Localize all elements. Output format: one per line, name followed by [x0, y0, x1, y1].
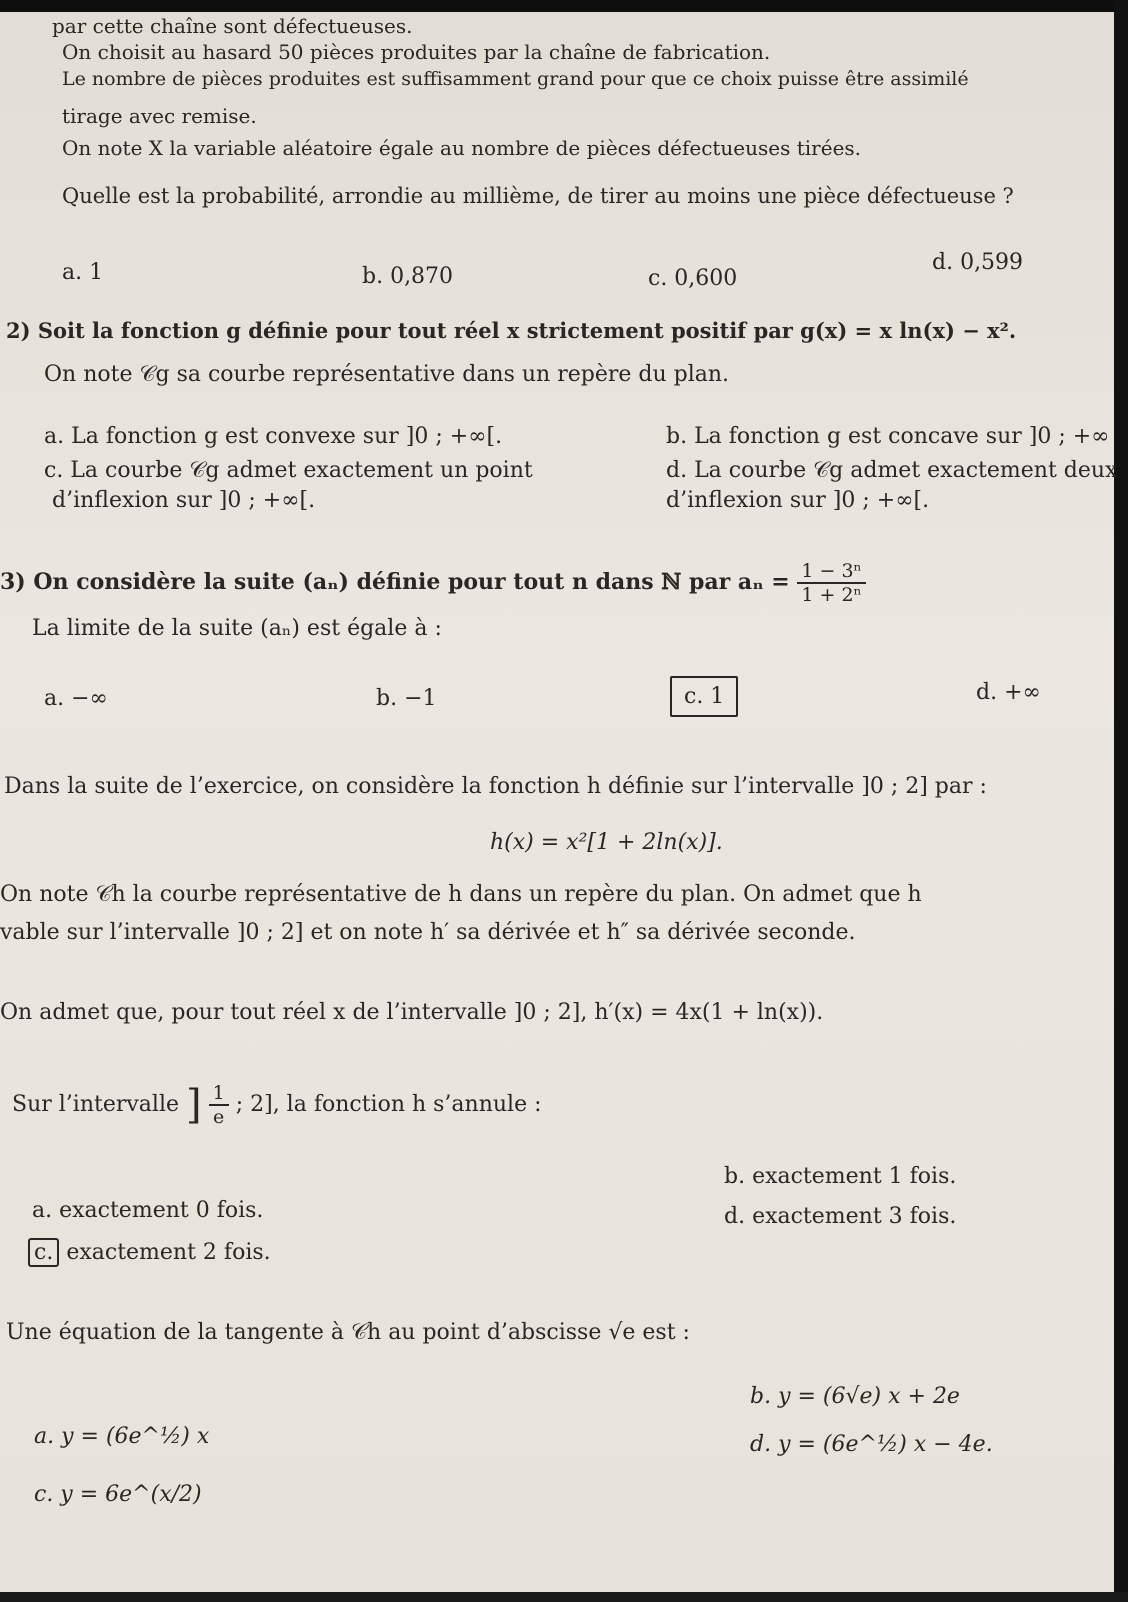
part-line-2: On note 𝒞h la courbe représentative de h dans un repère du plan. On admet que h	[0, 882, 922, 907]
tangent-option-b[interactable]: b. y = (6√e) x + 2e	[750, 1384, 960, 1409]
q2-statement: 2) Soit la fonction g définie pour tout réel x strictement positif par g(x) = x ln(x) − x².	[6, 318, 1017, 343]
q3-statement-text: 3) On considère la suite (aₙ) définie pour tout n dans ℕ par aₙ =	[0, 569, 790, 595]
q2-option-b[interactable]: b. La fonction g est concave sur ]0 ; +∞	[666, 424, 1110, 449]
q2-option-d-line1[interactable]: d. La courbe 𝒞g admet exactement deux	[666, 458, 1118, 483]
q1-option-a[interactable]: a. 1	[62, 260, 104, 285]
q3-option-a[interactable]: a. −∞	[44, 686, 108, 711]
q3-fraction-numerator: 1 − 3ⁿ	[797, 560, 865, 584]
q3-option-b[interactable]: b. −1	[376, 686, 437, 711]
q3-option-c-selected[interactable]: c. 1	[670, 676, 738, 717]
q1-option-c[interactable]: c. 0,600	[648, 266, 738, 291]
q2-option-c-line2: d’inflexion sur ]0 ; +∞[.	[52, 488, 316, 513]
tangent-option-a[interactable]: a. y = (6e^½) x	[34, 1424, 210, 1449]
h-option-a[interactable]: a. exactement 0 fois.	[32, 1198, 264, 1223]
intro-line-5: On note X la variable aléatoire égale au nombre de pièces défectueuses tirées.	[62, 136, 862, 160]
q3-statement	[0, 560, 866, 606]
interval-question	[12, 1082, 542, 1128]
q2-note: On note 𝒞g sa courbe représentative dans un repère du plan.	[44, 362, 730, 387]
q3-option-d[interactable]: d. +∞	[976, 680, 1041, 705]
interval-fraction	[209, 1082, 229, 1128]
intro-line-3: Le nombre de pièces produites est suffisamment grand pour que ce choix puisse être assimilé	[62, 68, 969, 90]
q3-limit-question: La limite de la suite (aₙ) est égale à :	[32, 616, 442, 641]
q1-option-b[interactable]: b. 0,870	[362, 264, 454, 289]
part-line-4: On admet que, pour tout réel x de l’intervalle ]0 ; 2], h′(x) = 4x(1 + ln(x)).	[0, 1000, 824, 1025]
tangent-option-d[interactable]: d. y = (6e^½) x − 4e.	[750, 1432, 993, 1457]
interval-open-bracket: ]	[186, 1082, 202, 1128]
h-option-d[interactable]: d. exactement 3 fois.	[724, 1204, 957, 1229]
top-dark-edge	[0, 0, 1128, 12]
bottom-dark-edge	[0, 1592, 1128, 1602]
q2-option-c-line1[interactable]: c. La courbe 𝒞g admet exactement un point	[44, 458, 533, 483]
interval-denominator: e	[213, 1106, 225, 1128]
h-option-c-mark: c.	[28, 1238, 59, 1267]
intro-line-1: par cette chaîne sont défectueuses.	[52, 14, 413, 38]
right-dark-edge	[1114, 0, 1128, 1602]
h-option-c-text: exactement 2 fois.	[66, 1240, 271, 1265]
part-line-3: vable sur l’intervalle ]0 ; 2] et on note h′ sa dérivée et h″ sa dérivée seconde.	[0, 920, 856, 945]
q3-fraction-denominator: 1 + 2ⁿ	[801, 584, 862, 606]
h-option-b[interactable]: b. exactement 1 fois.	[724, 1164, 957, 1189]
tangent-option-c[interactable]: c. y = 6e^(x/2)	[34, 1482, 202, 1507]
q2-option-d-line2: d’inflexion sur ]0 ; +∞[.	[666, 488, 930, 513]
tangent-question: Une équation de la tangente à 𝒞h au point d’abscisse √e est :	[6, 1320, 690, 1345]
h-formula: h(x) = x²[1 + 2ln(x)].	[490, 830, 723, 855]
interval-prefix: Sur l’intervalle	[12, 1092, 179, 1117]
q3-fraction	[797, 560, 865, 606]
part-intro: Dans la suite de l’exercice, on considère la fonction h définie sur l’intervalle ]0 ; 2] par :	[4, 774, 987, 799]
h-option-c-selected[interactable]	[28, 1240, 271, 1265]
interval-numerator: 1	[209, 1082, 229, 1106]
document-page	[0, 12, 1114, 1592]
q2-option-a[interactable]: a. La fonction g est convexe sur ]0 ; +∞[.	[44, 424, 503, 449]
q1-question: Quelle est la probabilité, arrondie au millième, de tirer au moins une pièce défectueuse ?	[62, 184, 1014, 208]
intro-line-4: tirage avec remise.	[62, 104, 257, 128]
interval-suffix: ; 2], la fonction h s’annule :	[235, 1092, 542, 1117]
q1-option-d[interactable]: d. 0,599	[932, 250, 1024, 275]
intro-line-2: On choisit au hasard 50 pièces produites par la chaîne de fabrication.	[62, 40, 771, 64]
